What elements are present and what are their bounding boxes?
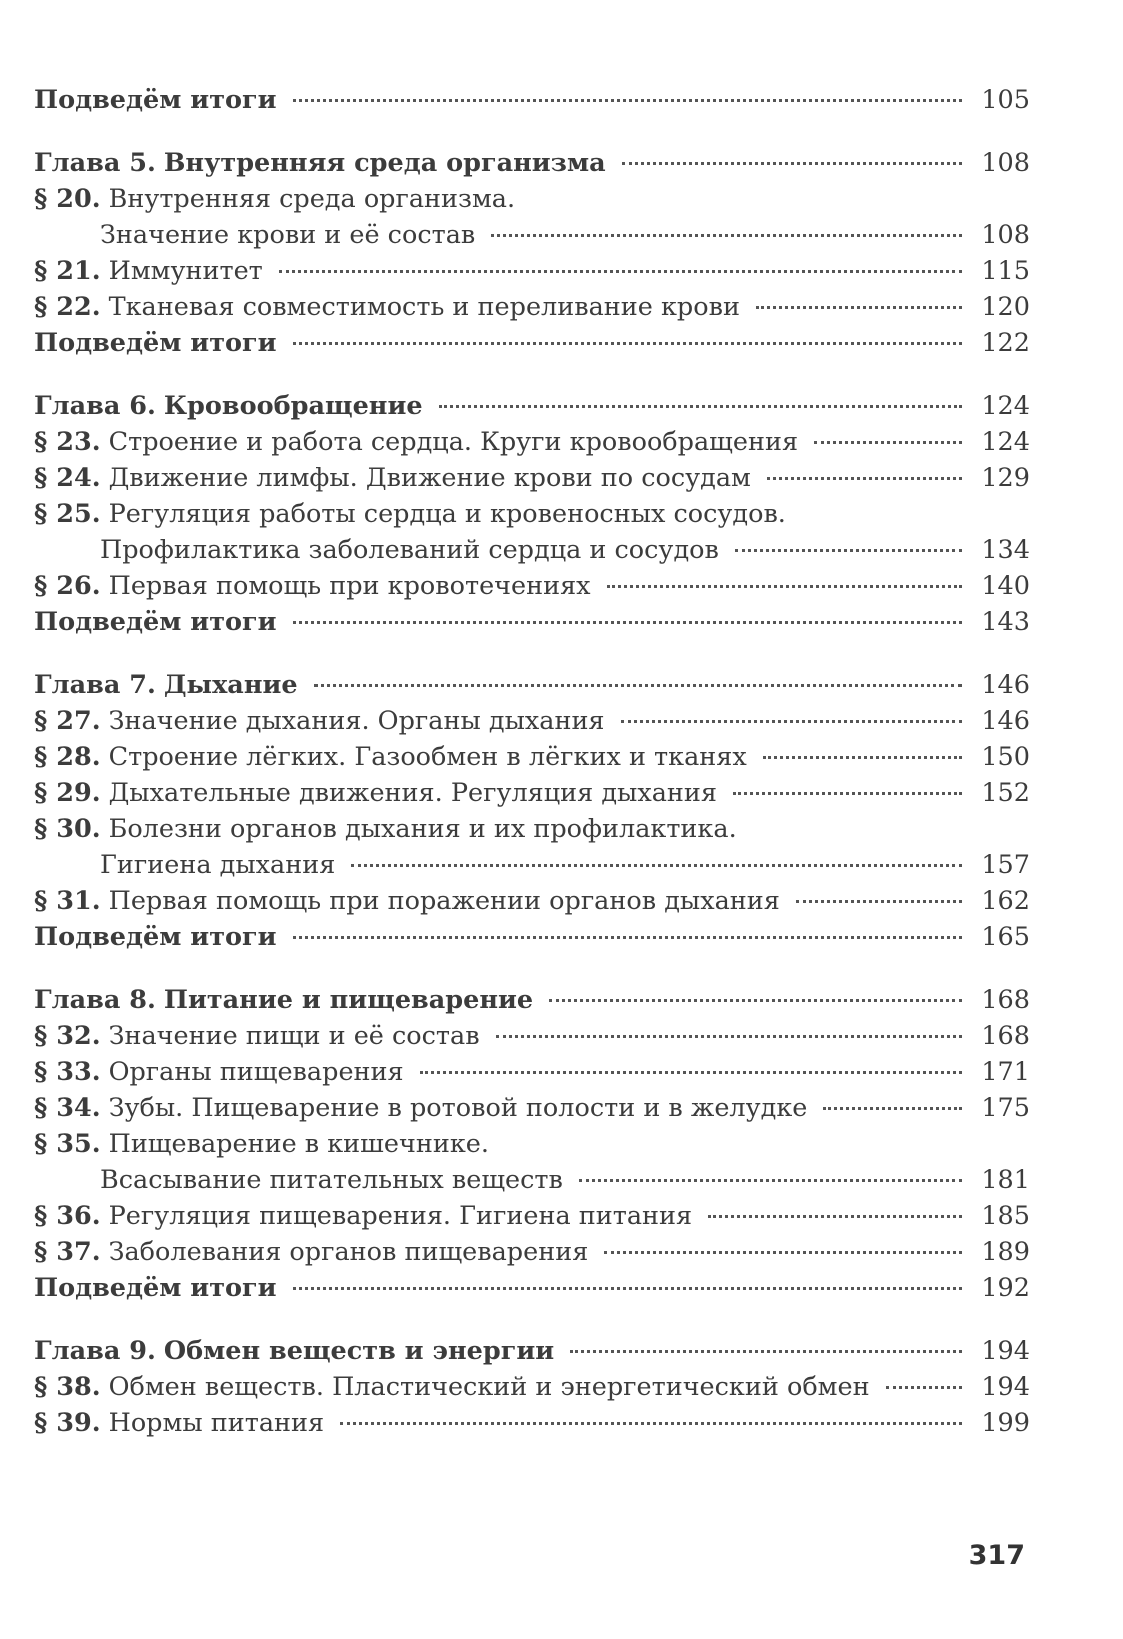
toc-leader-dots — [753, 827, 962, 831]
toc-title: Значение пищи и её состав — [108, 1021, 480, 1051]
toc-number: § 20. — [34, 184, 101, 214]
toc-title: Подведём итоги — [34, 1273, 277, 1303]
toc-page-number: 162 — [981, 886, 1030, 916]
toc-title: Иммунитет — [108, 256, 263, 286]
toc-page-number: 175 — [981, 1093, 1030, 1123]
toc-section-row — [34, 1369, 1030, 1405]
toc-section-row — [34, 1018, 1030, 1054]
toc-leader-dots — [439, 401, 962, 408]
toc-leader-dots — [570, 1346, 962, 1353]
toc-page-number: 120 — [981, 292, 1030, 322]
toc-summary-row — [34, 325, 1030, 361]
toc-number: § 32. — [34, 1021, 101, 1051]
toc-title: Подведём итоги — [34, 328, 277, 358]
toc-number: § 38. — [34, 1372, 101, 1402]
toc-leader-dots — [735, 545, 962, 552]
toc-page-number: 199 — [981, 1408, 1030, 1438]
toc-leader-dots — [607, 581, 962, 588]
toc-page-number: 115 — [981, 256, 1030, 286]
toc-section-row — [34, 1090, 1030, 1126]
toc-section-row — [34, 568, 1030, 604]
toc-number: § 31. — [34, 886, 101, 916]
toc-page-number: 194 — [981, 1372, 1030, 1402]
toc-summary-row — [34, 604, 1030, 640]
toc-leader-dots — [802, 512, 962, 516]
toc-leader-dots — [314, 680, 962, 687]
toc-page-number: 124 — [981, 391, 1030, 421]
toc-chapter-row — [34, 388, 1030, 424]
toc-chapter-row — [34, 982, 1030, 1018]
toc-title: Заболевания органов пищеварения — [108, 1237, 589, 1267]
toc-page-number: 140 — [981, 571, 1030, 601]
toc-section-row — [34, 703, 1030, 739]
toc-leader-dots — [293, 617, 962, 624]
toc-page-number: 105 — [981, 85, 1030, 115]
toc-title: Значение дыхания. Органы дыхания — [108, 706, 605, 736]
toc-leader-dots — [505, 1142, 962, 1146]
toc-section-row — [34, 1198, 1030, 1234]
toc-number: Глава 6. — [34, 391, 156, 421]
toc-title: Нормы питания — [108, 1408, 325, 1438]
toc-title: Подведём итоги — [34, 607, 277, 637]
toc-title: Гигиена дыхания — [100, 850, 336, 880]
toc-section-row — [34, 532, 1030, 568]
toc-title: Первая помощь при поражении органов дыхания — [108, 886, 780, 916]
toc-title: Пищеварение в кишечнике. — [108, 1129, 489, 1159]
toc-number: § 24. — [34, 463, 101, 493]
toc-section-row — [34, 253, 1030, 289]
toc-number: § 30. — [34, 814, 101, 844]
toc-title: Тканевая совместимость и переливание крови — [108, 292, 740, 322]
toc-chapter-row — [34, 667, 1030, 703]
toc-page-number: 108 — [981, 220, 1030, 250]
toc-section-row — [34, 811, 1030, 847]
toc-page-number: 189 — [981, 1237, 1030, 1267]
toc-summary-row — [34, 82, 1030, 118]
toc-page-number: 157 — [981, 850, 1030, 880]
toc-title: Регуляция пищеварения. Гигиена питания — [108, 1201, 693, 1231]
toc-title: Дыхательные движения. Регуляция дыхания — [108, 778, 717, 808]
toc-page-number: 146 — [981, 670, 1030, 700]
toc-section-row — [34, 847, 1030, 883]
page-number: 317 — [968, 1540, 1025, 1571]
toc-section-row — [34, 775, 1030, 811]
toc-summary-row — [34, 1270, 1030, 1306]
toc-leader-dots — [531, 197, 962, 201]
toc-title: Подведём итоги — [34, 85, 277, 115]
toc-leader-dots — [293, 338, 962, 345]
toc-leader-dots — [279, 266, 962, 273]
toc-page-number: 168 — [981, 985, 1030, 1015]
toc-page-number: 194 — [981, 1336, 1030, 1366]
toc-chapter-row — [34, 145, 1030, 181]
toc-title: Кровообращение — [163, 391, 423, 421]
toc-page-number: 122 — [981, 328, 1030, 358]
toc-number: § 39. — [34, 1408, 101, 1438]
toc-leader-dots — [708, 1211, 962, 1218]
toc-title: Движение лимфы. Движение крови по сосудам — [108, 463, 751, 493]
toc-section-row — [34, 289, 1030, 325]
toc-title: Профилактика заболеваний сердца и сосудов — [100, 535, 719, 565]
toc-number: § 27. — [34, 706, 101, 736]
toc-title: Обмен веществ и энергии — [163, 1336, 555, 1366]
toc-section-row — [34, 1054, 1030, 1090]
toc-number: Глава 9. — [34, 1336, 156, 1366]
toc-leader-dots — [886, 1382, 962, 1389]
toc-leader-dots — [579, 1175, 962, 1182]
toc-page-number: 152 — [981, 778, 1030, 808]
toc-number: § 37. — [34, 1237, 101, 1267]
toc-section-row — [34, 460, 1030, 496]
toc-leader-dots — [340, 1418, 962, 1425]
table-of-contents — [34, 82, 1030, 1441]
toc-number: § 25. — [34, 499, 101, 529]
toc-leader-dots — [814, 437, 962, 444]
toc-number: § 34. — [34, 1093, 101, 1123]
toc-leader-dots — [293, 1283, 962, 1290]
toc-summary-row — [34, 919, 1030, 955]
toc-title: Обмен веществ. Пластический и энергетический обмен — [108, 1372, 870, 1402]
toc-number: Глава 7. — [34, 670, 156, 700]
toc-leader-dots — [763, 752, 962, 759]
toc-number: § 21. — [34, 256, 101, 286]
toc-page-number: 134 — [981, 535, 1030, 565]
toc-section-row — [34, 1405, 1030, 1441]
toc-section-row — [34, 424, 1030, 460]
toc-title: Внутренняя среда организма. — [108, 184, 516, 214]
toc-page-number: 124 — [981, 427, 1030, 457]
toc-leader-dots — [823, 1103, 962, 1110]
toc-number: § 33. — [34, 1057, 101, 1087]
toc-page-number: 185 — [981, 1201, 1030, 1231]
toc-leader-dots — [351, 860, 962, 867]
toc-title: Внутренняя среда организма — [163, 148, 606, 178]
toc-page-number: 108 — [981, 148, 1030, 178]
toc-section-row — [34, 1234, 1030, 1270]
toc-leader-dots — [293, 932, 962, 939]
toc-title: Болезни органов дыхания и их профилактика. — [108, 814, 737, 844]
toc-number: Глава 5. — [34, 148, 156, 178]
toc-leader-dots — [491, 230, 962, 237]
toc-title: Значение крови и её состав — [100, 220, 476, 250]
toc-section-row — [34, 883, 1030, 919]
toc-title: Подведём итоги — [34, 922, 277, 952]
toc-page-number: 146 — [981, 706, 1030, 736]
toc-section-row — [34, 496, 1030, 532]
toc-section-row — [34, 1162, 1030, 1198]
toc-section-row — [34, 1126, 1030, 1162]
toc-title: Зубы. Пищеварение в ротовой полости и в желудке — [108, 1093, 808, 1123]
toc-title: Строение и работа сердца. Круги кровообращения — [108, 427, 799, 457]
toc-title: Питание и пищеварение — [163, 985, 534, 1015]
toc-leader-dots — [420, 1067, 962, 1074]
toc-page-number: 171 — [981, 1057, 1030, 1087]
toc-number: § 36. — [34, 1201, 101, 1231]
toc-section-row — [34, 739, 1030, 775]
toc-title: Регуляция работы сердца и кровеносных сосудов. — [108, 499, 786, 529]
toc-page-number: 192 — [981, 1273, 1030, 1303]
toc-leader-dots — [756, 302, 962, 309]
toc-number: § 22. — [34, 292, 101, 322]
toc-page-number: 129 — [981, 463, 1030, 493]
toc-title: Первая помощь при кровотечениях — [108, 571, 591, 601]
toc-page-number: 150 — [981, 742, 1030, 772]
toc-leader-dots — [767, 473, 962, 480]
toc-title: Строение лёгких. Газообмен в лёгких и тканях — [108, 742, 747, 772]
toc-page-number: 165 — [981, 922, 1030, 952]
toc-title: Дыхание — [163, 670, 298, 700]
toc-number: § 35. — [34, 1129, 101, 1159]
toc-title: Всасывание питательных веществ — [100, 1165, 563, 1195]
toc-leader-dots — [796, 896, 962, 903]
toc-leader-dots — [621, 716, 962, 723]
toc-section-row — [34, 217, 1030, 253]
toc-section-row — [34, 181, 1030, 217]
toc-number: § 29. — [34, 778, 101, 808]
toc-leader-dots — [549, 995, 962, 1002]
toc-number: § 26. — [34, 571, 101, 601]
toc-number: § 23. — [34, 427, 101, 457]
toc-page-number: 143 — [981, 607, 1030, 637]
toc-number: Глава 8. — [34, 985, 156, 1015]
toc-leader-dots — [496, 1031, 962, 1038]
toc-page-number: 168 — [981, 1021, 1030, 1051]
toc-leader-dots — [733, 788, 962, 795]
toc-leader-dots — [604, 1247, 962, 1254]
toc-number: § 28. — [34, 742, 101, 772]
toc-leader-dots — [293, 95, 962, 102]
toc-chapter-row — [34, 1333, 1030, 1369]
toc-page-number: 181 — [981, 1165, 1030, 1195]
toc-leader-dots — [622, 158, 962, 165]
toc-title: Органы пищеварения — [108, 1057, 404, 1087]
